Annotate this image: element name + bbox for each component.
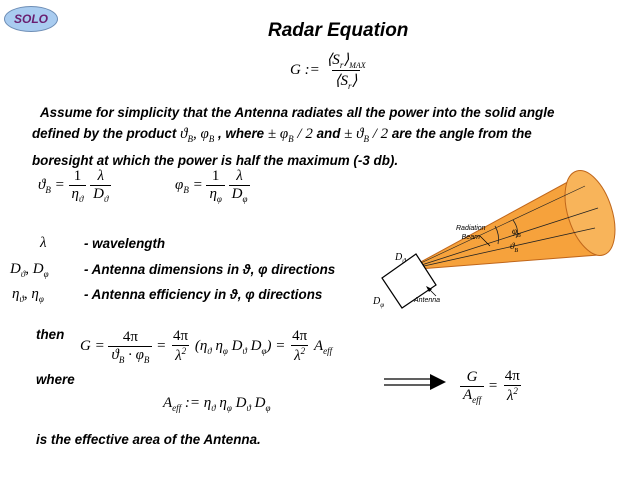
d-theta-label: $D_ϑ$	[395, 252, 406, 265]
arrow-to-result	[382, 372, 452, 392]
gain-equation: G = $\frac{4\pi}{ϑ_B \cdot \varphi_B}$ = $\frac{4\pi}{\lambda^2}$ ($\eta_ϑ$ $\eta_\varphi$ $D_ϑ$ $D_\varphi$) = $\frac{4\pi}{\lambda^2}$ $A_{eff}$	[80, 328, 333, 365]
phi-beam-equation: $\varphi_B$ = $\frac{1}{\eta_\varphi}$ $\frac{\lambda}{D_\varphi}$	[175, 168, 250, 204]
solo-badge: SOLO	[4, 6, 58, 32]
gain-def-lhs: G :=	[290, 62, 320, 78]
d-phi-label: $D_\varphi$	[373, 296, 385, 309]
assumption-line-1: Assume for simplicity that the Antenna radiates all the power into the solid angle	[40, 105, 555, 120]
radiation-beam-label: Radiation Beam	[456, 225, 486, 241]
assumption-line-3: boresight at which the power is half the maximum (-3 db).	[32, 153, 399, 168]
antenna-figure	[370, 150, 632, 320]
legend-symbol-lambda: λ	[40, 235, 47, 251]
effective-area-equation: $A_{eff}$ := $\eta_ϑ$ $\eta_\varphi$ $D_ϑ$ $D_\varphi$	[163, 395, 271, 413]
legend-text-dimensions: - Antenna dimensions in ϑ, φ directions	[84, 262, 336, 277]
gain-def-denominator: $⟨S_r⟩$	[332, 70, 361, 91]
gain-definition	[290, 50, 369, 91]
assumption-line-2: defined by the product $ϑ_B$, $\varphi_B$ , where ± $\varphi_B / 2$ and ± $ϑ_B / 2$ are the angle from the	[32, 126, 532, 144]
page-title: Radar Equation	[268, 20, 409, 41]
gain-def-numerator: $⟨S_r⟩_{MAX}$	[326, 52, 366, 70]
theta-beam-equation: $ϑ_B$ = $\frac{1}{\eta_ϑ}$ $\frac{\lambda}{D_ϑ}$	[38, 168, 111, 204]
gain-area-relation: $\frac{G}{A_{eff}}$ = $\frac{4\pi}{\lambda^2}$	[460, 368, 523, 405]
then-label: then	[36, 327, 65, 342]
legend-text-wavelength: - wavelength	[84, 236, 166, 251]
phi-b-label: $\varphi_B$	[512, 226, 521, 239]
legend-symbol-dimensions: $D_ϑ$, $D_\varphi$	[10, 261, 49, 279]
antenna-label: Antenna	[414, 297, 441, 304]
legend-symbol-efficiency: $\eta_ϑ$, $\eta_\varphi$	[12, 286, 44, 304]
where-label: where	[36, 372, 75, 387]
theta-b-label: $ϑ_B$	[510, 241, 519, 254]
footer-text: is the effective area of the Antenna.	[36, 432, 261, 447]
gain-def-fraction	[323, 50, 368, 91]
legend-text-efficiency: - Antenna efficiency in ϑ, φ directions	[84, 287, 323, 302]
